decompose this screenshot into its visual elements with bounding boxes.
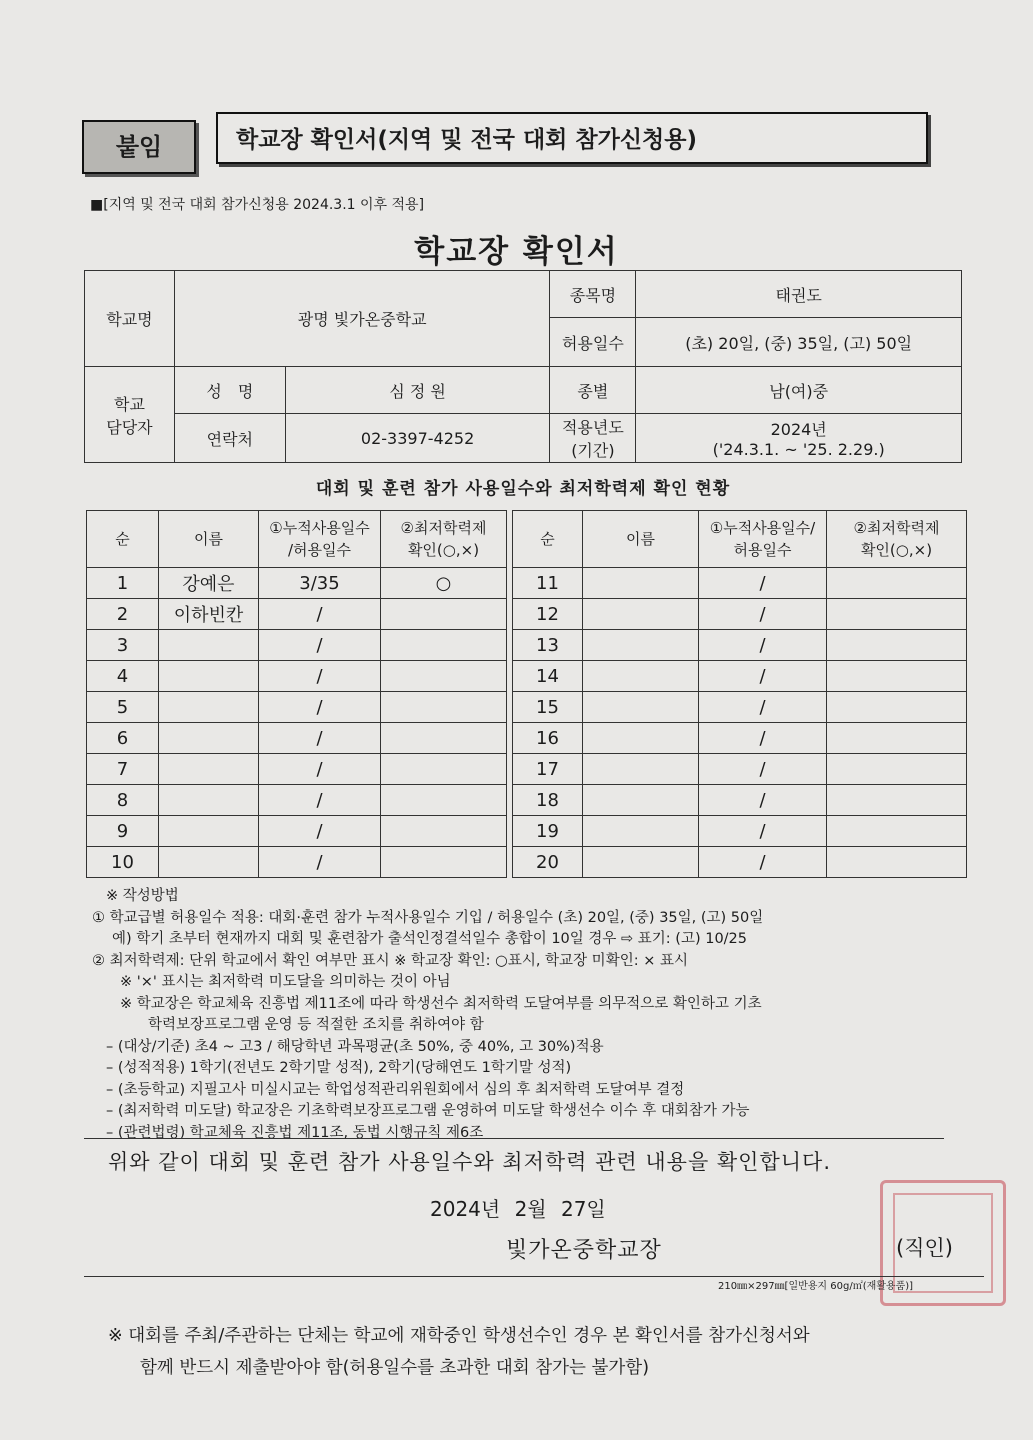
page-title: 학교장 확인서	[414, 234, 619, 270]
name-label: 성 명	[174, 367, 285, 414]
athlete-row	[87, 568, 967, 599]
row-no-right: 16	[513, 723, 583, 754]
row-days: /	[259, 599, 381, 630]
row-name-right	[583, 568, 699, 599]
row-no: 8	[87, 785, 159, 816]
row-name	[159, 816, 259, 847]
row-days-right: /	[699, 754, 827, 785]
row-no-right: 20	[513, 847, 583, 878]
row-days: /	[259, 847, 381, 878]
row-days: /	[259, 630, 381, 661]
contact-label	[85, 367, 175, 463]
allowed-days-label: 허용일수	[550, 318, 636, 367]
header-days-line1: ①누적사용일수	[269, 519, 370, 537]
row-grade-check-right	[827, 816, 967, 847]
athlete-row	[87, 692, 967, 723]
row-days-right: /	[699, 723, 827, 754]
divider-top	[84, 1138, 944, 1139]
note-2: ② 최저학력제: 단위 학교에서 확인 여부만 표시 ※ 학교장 확인: ○표시, 학교장 미확인: × 표시	[92, 952, 688, 969]
footer-notice	[108, 1320, 810, 1384]
name-value: 심 정 원	[285, 367, 550, 414]
header-grade-right-line1: ②최저학력제	[853, 519, 940, 537]
row-name-right	[583, 785, 699, 816]
header-no-right: 순	[513, 511, 583, 568]
row-days: /	[259, 661, 381, 692]
row-name	[159, 754, 259, 785]
note-7: – (초등학교) 지필고사 미실시교는 학업성적관리위원회에서 심의 후 최저학력 도달여부 결정	[106, 1081, 685, 1098]
row-days: /	[259, 723, 381, 754]
sport-value: 태권도	[636, 271, 962, 318]
row-name	[159, 630, 259, 661]
row-name-right	[583, 816, 699, 847]
school-value: 광명 빛가온중학교	[174, 271, 550, 367]
applicability-note: ■[지역 및 전국 대회 참가신청용 2024.3.1 이후 적용]	[90, 197, 425, 213]
header-days	[259, 511, 381, 568]
note-6: – (성적적용) 1학기(전년도 2학기말 성적), 2학기(당해연도 1학기말 성적)	[106, 1060, 572, 1076]
row-grade-check	[381, 785, 507, 816]
row-grade-check	[381, 754, 507, 785]
principal-signature-line: 빛가온중학교장	[506, 1238, 662, 1263]
row-grade-check	[381, 847, 507, 878]
row-name	[159, 785, 259, 816]
athlete-row	[87, 661, 967, 692]
row-days: /	[259, 816, 381, 847]
year-value-line2: ('24.3.1. ~ '25. 2.29.)	[712, 440, 885, 459]
contact-label-line1: 학교	[113, 394, 145, 414]
header-grade-line2: 확인(○,×)	[407, 541, 480, 559]
row-no: 10	[87, 847, 159, 878]
row-days-right: /	[699, 692, 827, 723]
row-grade-check-right	[827, 785, 967, 816]
row-days: /	[259, 785, 381, 816]
writing-instructions	[92, 886, 982, 1144]
header-days-right-line2: 허용일수	[733, 541, 792, 559]
paper-spec: 210㎜×297㎜[일반용지 60g/㎡(재활용품)]	[718, 1281, 914, 1292]
note-5: – (대상/기준) 초4 ~ 고3 / 해당학년 과목평균(초 50%, 중 40%, 고 30%)적용	[106, 1038, 604, 1055]
contact-label-line2: 담당자	[106, 417, 153, 437]
year-label-line1: 적용년도	[561, 418, 624, 437]
row-grade-check-right	[827, 723, 967, 754]
row-days-right: /	[699, 816, 827, 847]
row-no-right: 12	[513, 599, 583, 630]
row-days: 3/35	[259, 568, 381, 599]
row-days-right: /	[699, 847, 827, 878]
division-label: 종별	[550, 367, 636, 414]
row-no: 7	[87, 754, 159, 785]
footer-line-2: 함께 반드시 제출받아야 함(허용일수를 초과한 대회 참가는 불가함)	[140, 1358, 650, 1378]
row-days: /	[259, 754, 381, 785]
sport-label: 종목명	[550, 271, 636, 318]
row-grade-check	[381, 630, 507, 661]
row-name-right	[583, 599, 699, 630]
notes-heading: ※ 작성방법	[106, 888, 179, 904]
header-grade-right-line2: 확인(○,×)	[860, 541, 933, 559]
row-no: 2	[87, 599, 159, 630]
year-label-line2: (기간)	[571, 441, 615, 460]
row-no: 9	[87, 816, 159, 847]
footer-line-1: ※ 대회를 주최/주관하는 단체는 학교에 재학중인 학생선수인 경우 본 확인서를 참가신청서와	[108, 1326, 810, 1346]
row-name-right	[583, 847, 699, 878]
header-grade	[381, 511, 507, 568]
row-grade-check-right	[827, 661, 967, 692]
note-1-example: 예) 학기 초부터 현재까지 대회 및 훈련참가 출석인정결석일수 총합이 10일 경우 ⇨ 표기: (고) 10/25	[112, 931, 748, 947]
header-days-line2: /허용일수	[287, 541, 351, 559]
athlete-row	[87, 723, 967, 754]
row-no-right: 14	[513, 661, 583, 692]
row-name: 강예은	[159, 568, 259, 599]
row-name-right	[583, 692, 699, 723]
row-grade-check-right	[827, 599, 967, 630]
row-grade-check	[381, 599, 507, 630]
section-title: 대회 및 훈련 참가 사용일수와 최저학력제 확인 현황	[315, 479, 731, 499]
row-name	[159, 692, 259, 723]
row-days: /	[259, 692, 381, 723]
row-no: 4	[87, 661, 159, 692]
allowed-days-value: (초) 20일, (중) 35일, (고) 50일	[636, 318, 962, 367]
row-grade-check-right	[827, 754, 967, 785]
athlete-row	[87, 599, 967, 630]
row-name-right	[583, 630, 699, 661]
athlete-row	[87, 630, 967, 661]
athlete-row	[87, 785, 967, 816]
row-no-right: 19	[513, 816, 583, 847]
attachment-tag: 붙임	[82, 120, 196, 174]
row-no-right: 17	[513, 754, 583, 785]
division-value: 남(여)중	[636, 367, 962, 414]
row-no: 3	[87, 630, 159, 661]
athlete-table	[86, 510, 967, 878]
row-days-right: /	[699, 630, 827, 661]
row-no-right: 11	[513, 568, 583, 599]
row-grade-check	[381, 661, 507, 692]
athlete-row	[87, 847, 967, 878]
issue-date: 2024년 2월 27일	[430, 1197, 606, 1221]
row-no: 1	[87, 568, 159, 599]
row-grade-check: ○	[381, 568, 507, 599]
phone-value: 02-3397-4252	[285, 414, 550, 463]
row-no: 6	[87, 723, 159, 754]
row-days-right: /	[699, 568, 827, 599]
row-days-right: /	[699, 785, 827, 816]
header-days-right-line1: ①누적사용일수/	[709, 519, 816, 537]
header-no: 순	[87, 511, 159, 568]
row-no: 5	[87, 692, 159, 723]
header-name: 이름	[159, 511, 259, 568]
row-name-right	[583, 754, 699, 785]
year-value-line1: 2024년	[770, 420, 827, 439]
athlete-row	[87, 754, 967, 785]
note-9: – (관련법령) 학교체육 진흥법 제11조, 동법 시행규칙 제6조	[106, 1124, 484, 1141]
row-name-right	[583, 723, 699, 754]
seal-label: (직인)	[896, 1236, 953, 1260]
row-grade-check-right	[827, 692, 967, 723]
note-4-cont: 학력보장프로그램 운영 등 적절한 조치를 취하여야 함	[148, 1017, 484, 1033]
row-name	[159, 847, 259, 878]
year-value	[636, 414, 962, 463]
note-8: – (최저학력 미도달) 학교장은 기초학력보장프로그램 운영하여 미도달 학생선수 이수 후 대회참가 가능	[106, 1103, 750, 1119]
row-days-right: /	[699, 599, 827, 630]
note-3: ※ '×' 표시는 최저학력 미도달을 의미하는 것이 아님	[120, 974, 451, 990]
school-info-table	[84, 270, 962, 463]
school-label: 학교명	[85, 271, 175, 367]
row-name-right	[583, 661, 699, 692]
header-grade-right	[827, 511, 967, 568]
row-grade-check	[381, 816, 507, 847]
row-name: 이하빈칸	[159, 599, 259, 630]
header-grade-line1: ②최저학력제	[400, 519, 487, 537]
row-name	[159, 661, 259, 692]
row-grade-check	[381, 723, 507, 754]
phone-label: 연락처	[174, 414, 285, 463]
note-1: ① 학교급별 허용일수 적용: 대회·훈련 참가 누적사용일수 기입 / 허용일수 (초) 20일, (중) 35일, (고) 50일	[92, 909, 764, 926]
header-name-right: 이름	[583, 511, 699, 568]
year-label	[550, 414, 636, 463]
row-no-right: 13	[513, 630, 583, 661]
row-grade-check-right	[827, 630, 967, 661]
row-grade-check-right	[827, 568, 967, 599]
form-title-box: 학교장 확인서(지역 및 전국 대회 참가신청용)	[216, 112, 928, 164]
athlete-row	[87, 816, 967, 847]
confirmation-statement: 위와 같이 대회 및 훈련 참가 사용일수와 최저학력 관련 내용을 확인합니다.	[108, 1150, 832, 1174]
row-no-right: 18	[513, 785, 583, 816]
row-grade-check	[381, 692, 507, 723]
row-grade-check-right	[827, 847, 967, 878]
row-days-right: /	[699, 661, 827, 692]
note-4: ※ 학교장은 학교체육 진흥법 제11조에 따라 학생선수 최저학력 도달여부를 의무적으로 확인하고 기초	[120, 995, 762, 1012]
row-no-right: 15	[513, 692, 583, 723]
row-name	[159, 723, 259, 754]
header-days-right	[699, 511, 827, 568]
